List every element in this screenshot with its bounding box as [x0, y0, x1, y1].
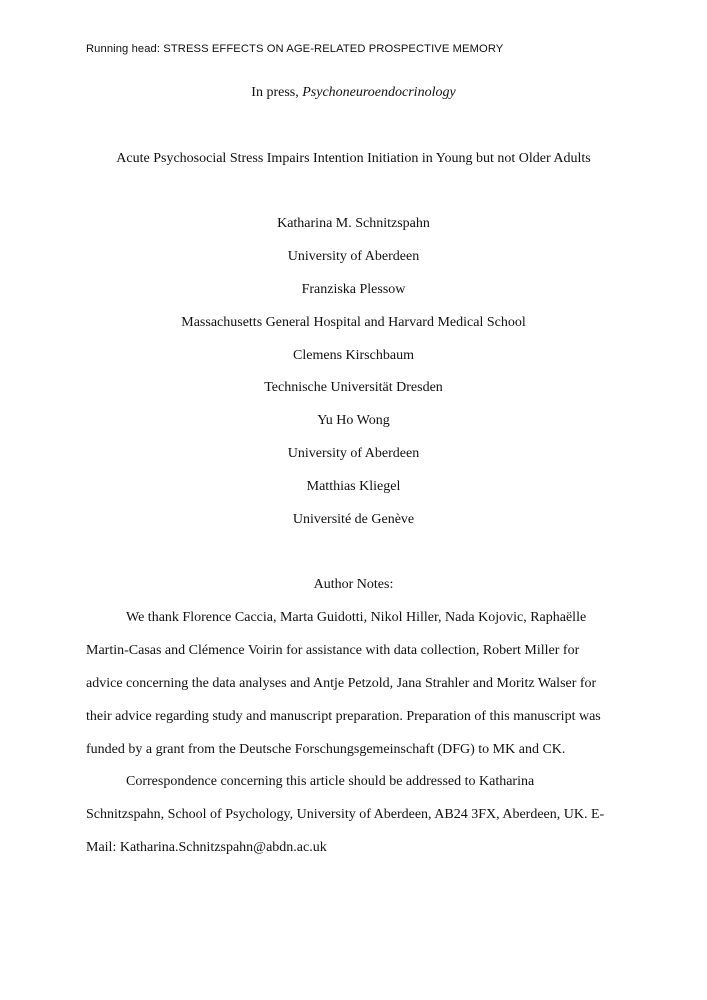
correspondence-line: Correspondence concerning this article should be addressed to Katharina	[126, 774, 535, 789]
author-affiliation-3: Technische Universität Dresden	[264, 380, 443, 395]
author-name-5: Matthias Kliegel	[306, 479, 401, 494]
author-name-1: Katharina M. Schnitzspahn	[277, 216, 430, 231]
acknowledgment-line: their advice regarding study and manuscript preparation. Preparation of this manuscript was	[86, 709, 601, 724]
author-affiliation-4: University of Aberdeen	[287, 446, 420, 461]
running-head: Running head: STRESS EFFECTS ON AGE-RELATED PROSPECTIVE MEMORY	[86, 43, 504, 55]
journal-name: Psychoneuroendocrinology	[302, 85, 456, 100]
press-status	[0, 84, 707, 102]
author-affiliation-2: Massachusetts General Hospital and Harvard Medical School	[181, 315, 526, 330]
acknowledgment-line: Martin-Casas and Clémence Voirin for assistance with data collection, Robert Miller for	[86, 643, 580, 658]
acknowledgment-line: advice concerning the data analyses and Antje Petzold, Jana Strahler and Moritz Walser for	[86, 676, 597, 691]
press-prefix: In press,	[251, 85, 303, 100]
author-notes-heading: Author Notes:	[313, 577, 394, 592]
acknowledgment-line: We thank Florence Caccia, Marta Guidotti, Nikol Hiller, Nada Kojovic, Raphaëlle	[126, 610, 587, 625]
author-name-3: Clemens Kirschbaum	[293, 348, 414, 363]
correspondence-email-line: Mail: Katharina.Schnitzspahn@abdn.ac.uk	[86, 840, 327, 855]
paper-title: Acute Psychosocial Stress Impairs Intention Initiation in Young but not Older Adults	[116, 151, 591, 166]
author-name-2: Franziska Plessow	[301, 282, 406, 297]
author-name-4: Yu Ho Wong	[317, 413, 390, 428]
author-affiliation-1: University of Aberdeen	[287, 249, 420, 264]
author-affiliation-5: Université de Genève	[292, 512, 415, 527]
acknowledgment-line: funded by a grant from the Deutsche Forschungsgemeinschaft (DFG) to MK and CK.	[86, 742, 566, 757]
correspondence-line: Schnitzspahn, School of Psychology, University of Aberdeen, AB24 3FX, Aberdeen, UK. E-	[86, 807, 605, 822]
